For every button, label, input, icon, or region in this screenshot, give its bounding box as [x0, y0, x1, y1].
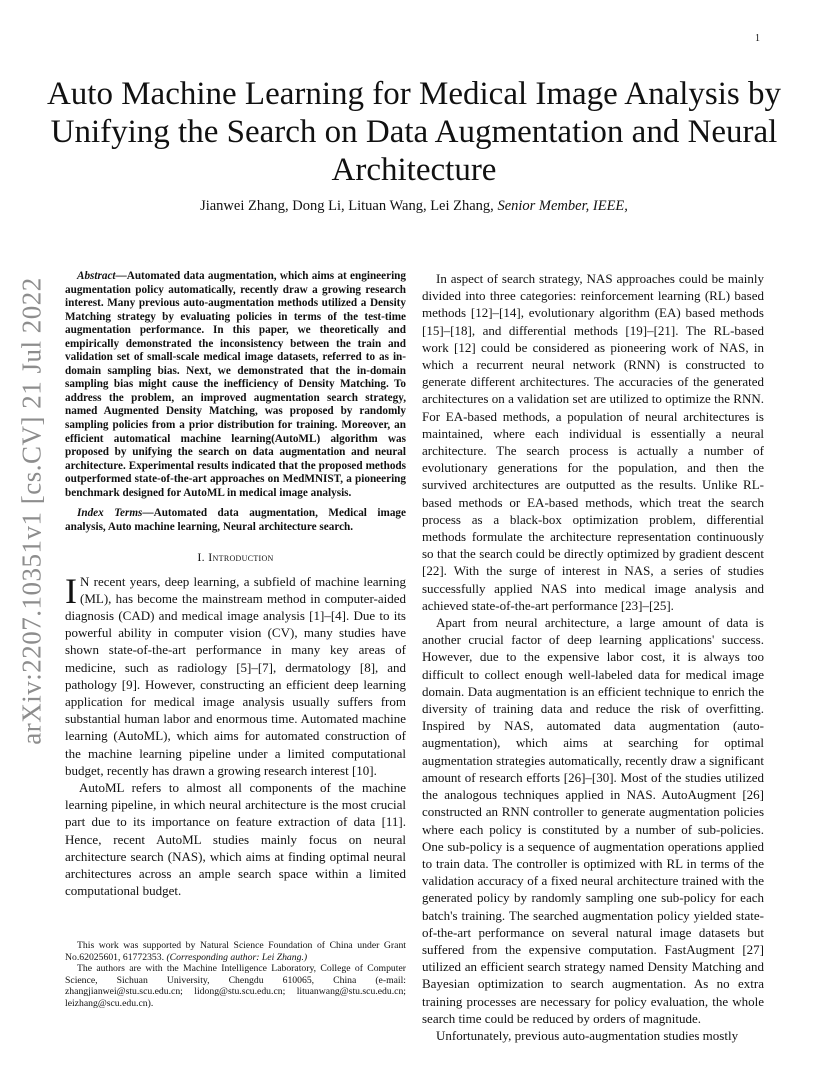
paper-title: Auto Machine Learning for Medical Image Analysis by Unifying the Search on Data Augmentation and Neural Architecture [46, 76, 782, 188]
index-terms-text: —Automated data augmentation, Medical image analysis, Auto machine learning, Neural architecture search. [65, 507, 406, 533]
arxiv-id: arXiv:2207.10351v1 [cs.CV] 21 Jul 2022 [16, 277, 47, 745]
arxiv-stamp [16, 277, 48, 745]
author-role: Senior Member, IEEE, [497, 198, 628, 214]
index-terms-label: Index Terms [77, 507, 143, 520]
section-heading [65, 549, 406, 566]
drop-cap: I [65, 570, 77, 611]
corresponding-author: (Corresponding author: Lei Zhang.) [166, 951, 308, 963]
left-column [65, 270, 406, 899]
page-number: 1 [755, 33, 760, 44]
right-column [422, 270, 764, 1044]
right-paragraph-2: Apart from neural architecture, a large amount of data is another crucial factor of deep learning applications' success. However, due to the expensive labor cost, it is always too difficult to collect enough well-labeled data for medical image domain. Data augmentation is an efficient technique to enrich the diversity of training data and reduce the risk of overfitting. Inspired by NAS, automated data augmentation (auto-augmentation), which aims at searching for optimal augmentation strategies automatically, recently draw a significant amount of research efforts [26]–[30]. Most of the studies utilized the analogous techniques applied in NAS. AutoAugment [26] constructed an RNN controller to generate augmentation policies where each policy is constituted by a number of sub-policies. One sub-policy is a sequence of augmentation operations applied to train data. The controller is optimized with RL in terms of the validation accuracy of a fixed neural architecture trained with the generated policy by randomly sampling one sub-policy for each batch's training. The searched augmentation policy yielded state-of-the-art performance on several natural image datasets but suffered from the expensive computation. FastAugment [27] utilized an efficient search strategy named Density Matching and Bayesian optimization to search augmentation. As no extra training processes are necessary for policy evaluation, the whole search time could be reduced by orders of magnitude. [422, 615, 764, 1026]
abstract-label: Abstract [77, 270, 116, 282]
right-paragraph-1: In aspect of search strategy, NAS approaches could be mainly divided into three categories: reinforcement learning (RL) based methods [12]–[14], evolutionary algorithm (EA) based methods [15]–[18], and differential methods [19]–[21]. The RL-based work [12] could be considered as pioneering work of NAS, in which a recurrent neural network (RNN) is constructed to generate different architectures. The accuracies of the generated architectures on a validation set are utilized to optimize the RNN. For EA-based methods, a population of neural architectures is maintained, where each individual is essentially a neural architecture. The search process is actually a number of evolutionary generations for the population, and then the survived architectures are outputted as the results. Unlike RL-based methods or EA-based methods, which treat the search process as a black-box optimization problem, differential methods formulate the architecture representation continuously so that the search could be directly optimized by gradient descent [22]. With the surge of interest in NAS, a series of studies successfully applied NAS into medical image analysis and achieved state-of-the-art performance [23]–[25]. [422, 271, 764, 613]
right-paragraph-3: Unfortunately, previous auto-augmentation studies mostly [436, 1027, 739, 1043]
funding-note [65, 940, 406, 963]
index-terms [65, 507, 406, 534]
author-line [40, 198, 788, 215]
affiliation-note: The authors are with the Machine Intelligence Laboratory, College of Computer Science, Sichuan University, Chengdu 610065, China (e-mail: zhangjianwei@stu.scu.edu.cn; lidong@stu.scu.edu.cn; lituanwang@stu.scu.edu.cn; leizhang@scu.edu.cn). [65, 963, 406, 1009]
footnote [65, 940, 406, 1010]
intro-paragraph-1 [65, 570, 406, 779]
intro-paragraph-2: AutoML refers to almost all components of the machine learning pipeline, in which neural architecture is the most crucial part due to its importance on feature extraction of data [11]. Hence, recent AutoML studies mainly focus on neural architecture search (NAS), which aims at finding optimal neural architectures across an ample search space within a limited computational budget. [65, 780, 406, 899]
section-number: I. [197, 550, 209, 565]
intro-paragraph-1-text: N recent years, deep learning, a subfield of machine learning (ML), has become the mainstream method in computer-aided diagnosis (CAD) and medical image analysis [1]–[4]. Due to its powerful ability in computer vision (CV), many studies have shown state-of-the-art performance in many key areas of medicine, such as radiology [5]–[7], dermatology [8], and pathology [9]. However, constructing an efficient deep learning application for medical image analysis usually suffers from substantial human labor and enormous time. Automated machine learning (AutoML), which aims for automated construction of the machine learning pipeline under a limited computational budget, recently has drawn a growing research interest [10]. [65, 573, 406, 778]
abstract-text: —Automated data augmentation, which aims at engineering augmentation policy automatically, recently draw a growing research interest. Many previous auto-augmentation methods utilized a Density Matching strategy by evaluating policies in terms of the test-time augmentation performance. In this paper, we theoretically and empirically demonstrated the inconsistency between the train and validation set of small-scale medical image datasets, referred to as in-domain sampling bias. Next, we demonstrated that the in-domain sampling bias might cause the inefficiency of Density Matching. To address the problem, an improved augmentation search strategy, named Augmented Density Matching, was proposed by randomly sampling policies from a prior distribution for training. Moreover, an efficient automatical machine learning(AutoML) algorithm was proposed by unifying the search on data augmentation and neural architecture. Experimental results indicated that the proposed methods outperformed state-of-the-art approaches on MedMNIST, a pioneering benchmark designed for AutoML in medical image analysis. [65, 270, 406, 499]
funding-text: This work was supported by Natural Science Foundation of China under Grant No.62025601, 61772353. [65, 940, 406, 963]
section-title: Introduction [208, 550, 274, 565]
abstract [65, 270, 406, 500]
author-names: Jianwei Zhang, Dong Li, Lituan Wang, Lei Zhang, [200, 198, 494, 214]
